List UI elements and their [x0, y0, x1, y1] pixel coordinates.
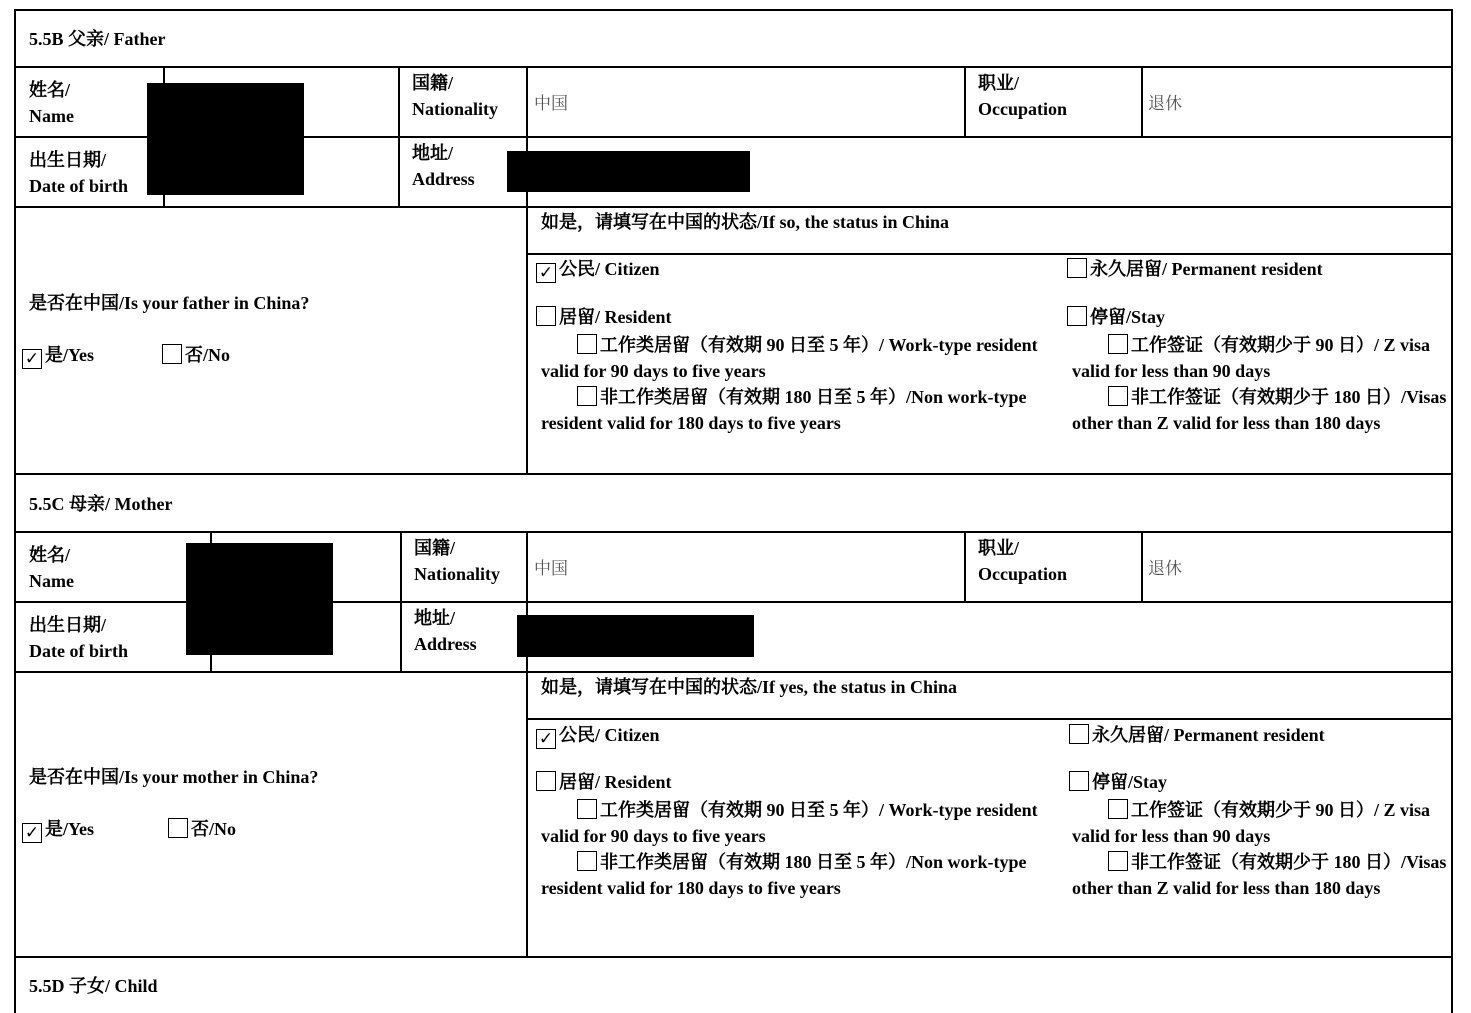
nonwork-resident-label: 非工作类居留（有效期 180 日至 5 年）/Non work-type resident valid for 180 days to five years [541, 387, 1027, 433]
divider [14, 206, 1453, 208]
other-visa-label: 非工作签证（有效期少于 180 日）/Visas other than Z valid for less than 180 days [1072, 387, 1447, 433]
name-label-cn: 姓名/ [29, 80, 71, 100]
occupation-label-cn: 职业/ [978, 538, 1020, 558]
checkbox-citizen[interactable]: ✓ [536, 729, 556, 749]
checkbox-permanent[interactable] [1067, 258, 1087, 278]
work-resident-label: 工作类居留（有效期 90 日至 5 年）/ Work-type resident valid for 90 days to five years [541, 800, 1038, 846]
no-label: 否/No [185, 345, 230, 365]
checkbox-yes[interactable]: ✓ [22, 349, 42, 369]
permanent-label: 永久居留/ Permanent resident [1090, 259, 1323, 279]
mother-section-header: 5.5C 母亲/ Mother [29, 494, 173, 514]
citizen-label: 公民/ Citizen [559, 725, 660, 745]
resident-label: 居留/ Resident [559, 772, 672, 792]
checkbox-citizen[interactable]: ✓ [536, 263, 556, 283]
dob-label-cn: 出生日期/ [29, 615, 107, 635]
divider [526, 253, 1453, 255]
yes-option[interactable] [22, 816, 94, 843]
stay-label: 停留/Stay [1092, 772, 1168, 792]
stay-option[interactable] [1067, 304, 1165, 330]
work-resident-label: 工作类居留（有效期 90 日至 5 年）/ Work-type resident valid for 90 days to five years [541, 335, 1038, 381]
mother-occupation-value[interactable]: 退休 [1148, 559, 1182, 579]
resident-option[interactable] [536, 769, 672, 795]
resident-option[interactable] [536, 304, 672, 330]
form-right-border [1451, 9, 1453, 1013]
checkbox-stay[interactable] [1067, 306, 1087, 326]
checkbox-other-visa[interactable] [1108, 386, 1128, 406]
divider [526, 66, 528, 474]
permanent-label: 永久居留/ Permanent resident [1092, 725, 1325, 745]
citizen-option[interactable] [536, 722, 660, 749]
work-visa-option[interactable] [1072, 797, 1447, 849]
dob-label-en: Date of birth [29, 176, 128, 196]
status-title: 如是，请填写在中国的状态/If so, the status in China [541, 212, 950, 232]
work-visa-label: 工作签证（有效期少于 90 日）/ Z visa valid for less than 90 days [1072, 335, 1431, 381]
name-label-en: Name [29, 571, 74, 591]
checkbox-resident[interactable] [536, 771, 556, 791]
checkbox-yes[interactable]: ✓ [22, 823, 42, 843]
checkbox-permanent[interactable] [1069, 724, 1089, 744]
divider [14, 66, 1453, 68]
nonwork-resident-option[interactable] [541, 384, 1051, 436]
nationality-label-en: Nationality [412, 99, 499, 119]
address-label-cn: 地址/ [412, 143, 454, 163]
yes-option[interactable] [22, 342, 94, 369]
divider [1141, 531, 1143, 602]
divider [964, 66, 966, 137]
nonwork-resident-option[interactable] [541, 849, 1051, 901]
divider [526, 718, 1453, 720]
nationality-label-en: Nationality [414, 564, 501, 584]
citizen-label: 公民/ Citizen [559, 259, 660, 279]
dob-label-cn: 出生日期/ [29, 150, 107, 170]
checkbox-no[interactable] [162, 344, 182, 364]
work-visa-option[interactable] [1072, 332, 1447, 384]
redacted-name-dob [186, 543, 333, 655]
form-left-border [14, 9, 16, 1013]
checkbox-work-resident[interactable] [577, 334, 597, 354]
divider [14, 473, 1453, 475]
checkbox-no[interactable] [168, 818, 188, 838]
no-option[interactable] [162, 342, 230, 368]
address-label-cn: 地址/ [414, 608, 456, 628]
other-visa-option[interactable] [1072, 849, 1447, 901]
occupation-label-cn: 职业/ [978, 73, 1020, 93]
redacted-name-dob [147, 83, 304, 195]
stay-option[interactable] [1069, 769, 1167, 795]
status-title: 如是，请填写在中国的状态/If yes, the status in China [541, 677, 958, 697]
dob-label-en: Date of birth [29, 641, 128, 661]
checkbox-work-resident[interactable] [577, 799, 597, 819]
checkbox-resident[interactable] [536, 306, 556, 326]
permanent-option[interactable] [1067, 256, 1323, 282]
checkbox-work-visa[interactable] [1108, 334, 1128, 354]
work-resident-option[interactable] [541, 332, 1051, 384]
stay-label: 停留/Stay [1090, 307, 1166, 327]
permanent-option[interactable] [1069, 722, 1325, 748]
occupation-label-en: Occupation [978, 99, 1068, 119]
divider [14, 531, 1453, 533]
work-visa-label: 工作签证（有效期少于 90 日）/ Z visa valid for less than 90 days [1072, 800, 1431, 846]
divider [14, 671, 1453, 673]
name-label-en: Name [29, 106, 74, 126]
divider [1141, 66, 1143, 137]
redacted-address [507, 151, 750, 192]
nationality-label-cn: 国籍/ [414, 538, 456, 558]
checkbox-other-visa[interactable] [1108, 851, 1128, 871]
no-option[interactable] [168, 816, 236, 842]
child-section-header: 5.5D 子女/ Child [29, 976, 158, 996]
father-nationality-value[interactable]: 中国 [534, 94, 568, 114]
checkbox-work-visa[interactable] [1108, 799, 1128, 819]
mother-nationality-value[interactable]: 中国 [534, 559, 568, 579]
occupation-label-en: Occupation [978, 564, 1068, 584]
father-occupation-value[interactable]: 退休 [1148, 94, 1182, 114]
divider [526, 531, 528, 957]
redacted-address [517, 615, 754, 657]
father-section-header: 5.5B 父亲/ Father [29, 29, 166, 49]
nationality-label-cn: 国籍/ [412, 73, 454, 93]
nonwork-resident-label: 非工作类居留（有效期 180 日至 5 年）/Non work-type resident valid for 180 days to five years [541, 852, 1027, 898]
divider [964, 531, 966, 602]
checkbox-stay[interactable] [1069, 771, 1089, 791]
name-label-cn: 姓名/ [29, 545, 71, 565]
other-visa-label: 非工作签证（有效期少于 180 日）/Visas other than Z valid for less than 180 days [1072, 852, 1447, 898]
in-china-question: 是否在中国/Is your father in China? [29, 293, 310, 313]
yes-label: 是/Yes [45, 819, 94, 839]
yes-label: 是/Yes [45, 345, 94, 365]
address-label-en: Address [412, 169, 475, 189]
checkbox-nonwork-resident[interactable] [577, 386, 597, 406]
checkbox-nonwork-resident[interactable] [577, 851, 597, 871]
other-visa-option[interactable] [1072, 384, 1447, 436]
divider [14, 956, 1453, 958]
citizen-option[interactable] [536, 256, 660, 283]
address-label-en: Address [414, 634, 477, 654]
no-label: 否/No [191, 819, 236, 839]
work-resident-option[interactable] [541, 797, 1051, 849]
form-top-border [14, 9, 1453, 11]
in-china-question: 是否在中国/Is your mother in China? [29, 767, 319, 787]
resident-label: 居留/ Resident [559, 307, 672, 327]
